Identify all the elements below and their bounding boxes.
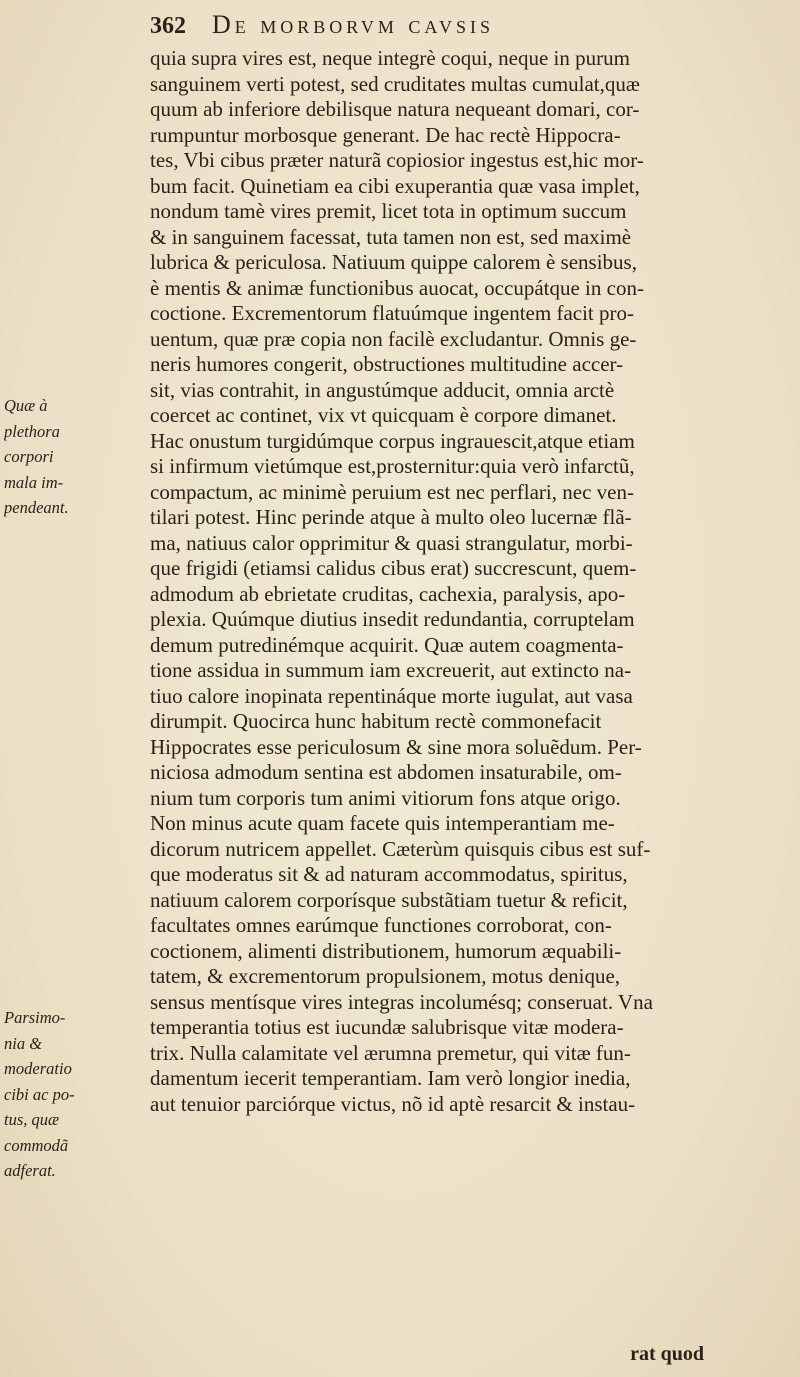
text-line: tes, Vbi cibus præter naturã copiosior ingestus est,hic mor- — [150, 148, 644, 172]
margin-note-line: Parsimo- — [4, 1008, 66, 1027]
margin-note-parsimonia — [4, 1005, 144, 1184]
main-text — [150, 46, 790, 1117]
text-line: temperantia totius est iucundæ salubrisque vitæ modera- — [150, 1015, 624, 1039]
text-line: sit, vias contrahit, in angustúmque adducit, omnia arctè — [150, 377, 615, 402]
text-line: Hac onustum turgidúmque corpus ingrauescit,atque etiam — [150, 428, 635, 453]
text-line: coctionem, alimenti distributionem, humorum æquabili- — [150, 938, 622, 963]
page-number: 362 — [150, 13, 186, 39]
text-line: coctione. Excrementorum flatuúmque ingentem facit pro- — [150, 301, 634, 325]
text-line: dirumpit. Quocirca hunc habitum rectè commonefacit — [150, 709, 602, 733]
text-line: dicorum nutricem appellet. Cæterùm quisquis cibus est suf- — [150, 836, 651, 861]
text-line: admodum ab ebrietate cruditas, cachexia, paralysis, apo- — [150, 581, 626, 606]
text-line: Hippocrates esse periculosum & sine mora soluẽdum. Per- — [150, 734, 642, 759]
text-line: tilari potest. Hinc perinde atque à multo oleo lucernæ flã- — [150, 505, 632, 529]
text-line: que frigidi (etiamsi calidus cibus erat) succrescunt, quem- — [150, 556, 637, 580]
text-line: plexia. Quúmque diutius insedit redundantia, corruptelam — [150, 607, 635, 631]
margin-note-plethora — [4, 393, 144, 521]
text-line: compactum, ac minimè peruium est nec perflari, nec ven- — [150, 479, 634, 504]
catchword: rat quod — [630, 1343, 704, 1365]
text-line: aut tenuior parciórque victus, nõ id aptè resarcit & instau- — [150, 1091, 636, 1116]
text-line: tione assidua in summum iam excreuerit, aut extincto na- — [150, 658, 632, 682]
margin-note-line: adferat. — [4, 1161, 56, 1180]
margin-note-line: nia & — [4, 1033, 43, 1053]
text-line: uentum, quæ præ copia non facilè excludantur. Omnis ge- — [150, 326, 637, 351]
text-line: sanguinem verti potest, sed cruditates multas cumulat,quæ — [150, 71, 640, 96]
text-line: ma, natiuus calor opprimitur & quasi strangulatur, morbi- — [150, 530, 633, 555]
margin-note-line: corpori — [4, 447, 54, 466]
text-line: & in sanguinem facessat, tuta tamen non est, sed maximè — [150, 224, 632, 249]
text-line: sensus mentísque vires integras incolumésq; conseruat. Vna — [150, 989, 653, 1014]
text-line: Non minus acute quam facete quis intemperantiam me- — [150, 811, 615, 835]
text-line: neris humores congerit, obstructiones multitudine accer- — [150, 352, 624, 376]
text-line: si infirmum vietúmque est,prosternitur:quia verò infarctũ, — [150, 454, 635, 478]
text-line: facultates omnes earúmque functiones corroborat, con- — [150, 913, 612, 937]
page-header — [150, 10, 780, 46]
text-line: natiuum calorem corporísque substãtiam tuetur & reficit, — [150, 887, 628, 912]
text-line: quia supra vires est, neque integrè coqui, neque in purum — [150, 46, 630, 70]
text-line: nium tum corporis tum animi vitiorum fons atque origo. — [150, 785, 621, 810]
text-line: trix. Nulla calamitate vel ærumna premetur, qui vitæ fun- — [150, 1040, 631, 1065]
text-line: coercet ac continet, vix vt quicquam è corpore dimanet. — [150, 403, 617, 427]
text-line: rumpuntur morbosque generant. De hac rectè Hippocra- — [150, 122, 621, 147]
margin-note-line: Quæ à — [4, 396, 48, 415]
text-line: nondum tamè vires premit, licet tota in optimum succum — [150, 199, 627, 223]
margin-note-line: moderatio — [4, 1059, 72, 1078]
margin-note-line: pendeant. — [4, 498, 69, 517]
text-line: tatem, & excrementorum propulsionem, motus denique, — [150, 964, 621, 988]
running-title: De morborvm cavsis — [212, 10, 495, 39]
margin-note-line: tus, quæ — [4, 1110, 60, 1129]
text-line: quum ab inferiore debilisque natura nequeant domari, cor- — [150, 97, 640, 121]
text-line: è mentis & animæ functionibus auocat, occupátque in con- — [150, 275, 644, 300]
text-line: lubrica & periculosa. Natiuum quippe calorem è sensibus, — [150, 250, 637, 274]
text-line: demum putredinémque acquirit. Quæ autem coagmenta- — [150, 632, 624, 657]
text-line: bum facit. Quinetiam ea cibi exuperantia quæ vasa implet, — [150, 173, 640, 198]
margin-note-line: commodã — [4, 1135, 69, 1155]
margin-note-line: mala im- — [4, 472, 64, 492]
text-line: tiuo calore inopinata repentináque morte iugulat, aut vasa — [150, 683, 633, 708]
text-line: niciosa admodum sentina est abdomen insaturabile, om- — [150, 760, 622, 784]
margin-note-line: cibi ac po- — [4, 1084, 75, 1104]
margin-note-line: plethora — [4, 421, 60, 441]
text-line: damentum iecerit temperantiam. Iam verò longior inedia, — [150, 1066, 631, 1090]
text-line: que moderatus sit & ad naturam accommodatus, spiritus, — [150, 862, 628, 886]
